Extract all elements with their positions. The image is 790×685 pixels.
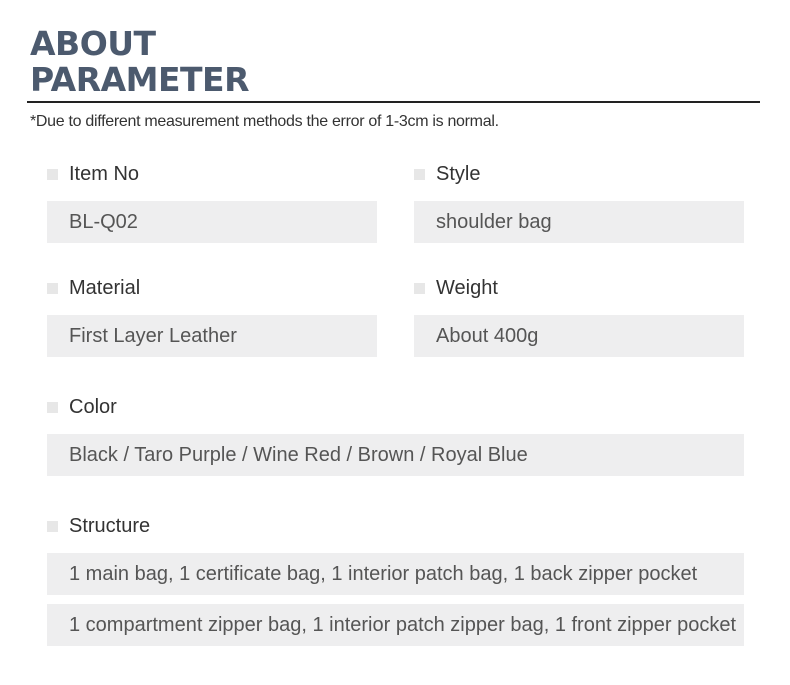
measurement-note: *Due to different measurement methods the error of 1-3cm is normal.: [30, 113, 499, 130]
structure-value-1: 1 main bag, 1 certificate bag, 1 interior patch bag, 1 back zipper pocket: [47, 553, 744, 595]
title-line-1: ABOUT: [30, 24, 156, 63]
structure-label-text: Structure: [69, 515, 151, 537]
structure-value-2: 1 compartment zipper bag, 1 interior patch zipper bag, 1 front zipper pocket: [47, 604, 744, 646]
item-no-label-text: Item No: [69, 163, 140, 185]
material-label-text: Material: [69, 277, 141, 299]
weight-value: About 400g: [414, 315, 744, 357]
style-value: shoulder bag: [414, 201, 744, 243]
material-value: First Layer Leather: [47, 315, 377, 357]
title-divider: [27, 101, 760, 103]
structure-label: [47, 515, 150, 538]
material-label: [47, 277, 140, 300]
color-value: Black / Taro Purple / Wine Red / Brown / Royal Blue: [47, 434, 744, 476]
square-bullet-icon: [414, 283, 425, 294]
title-line-2: PARAMETER: [30, 60, 249, 99]
style-label: [414, 163, 480, 186]
square-bullet-icon: [414, 169, 425, 180]
color-label-text: Color: [69, 396, 117, 418]
square-bullet-icon: [47, 402, 58, 413]
page-title: [30, 26, 249, 98]
item-no-label: [47, 163, 139, 186]
weight-label-text: Weight: [436, 277, 498, 299]
weight-label: [414, 277, 498, 300]
item-no-value: BL-Q02: [47, 201, 377, 243]
square-bullet-icon: [47, 169, 58, 180]
style-label-text: Style: [436, 163, 481, 185]
square-bullet-icon: [47, 283, 58, 294]
square-bullet-icon: [47, 521, 58, 532]
color-label: [47, 396, 117, 419]
